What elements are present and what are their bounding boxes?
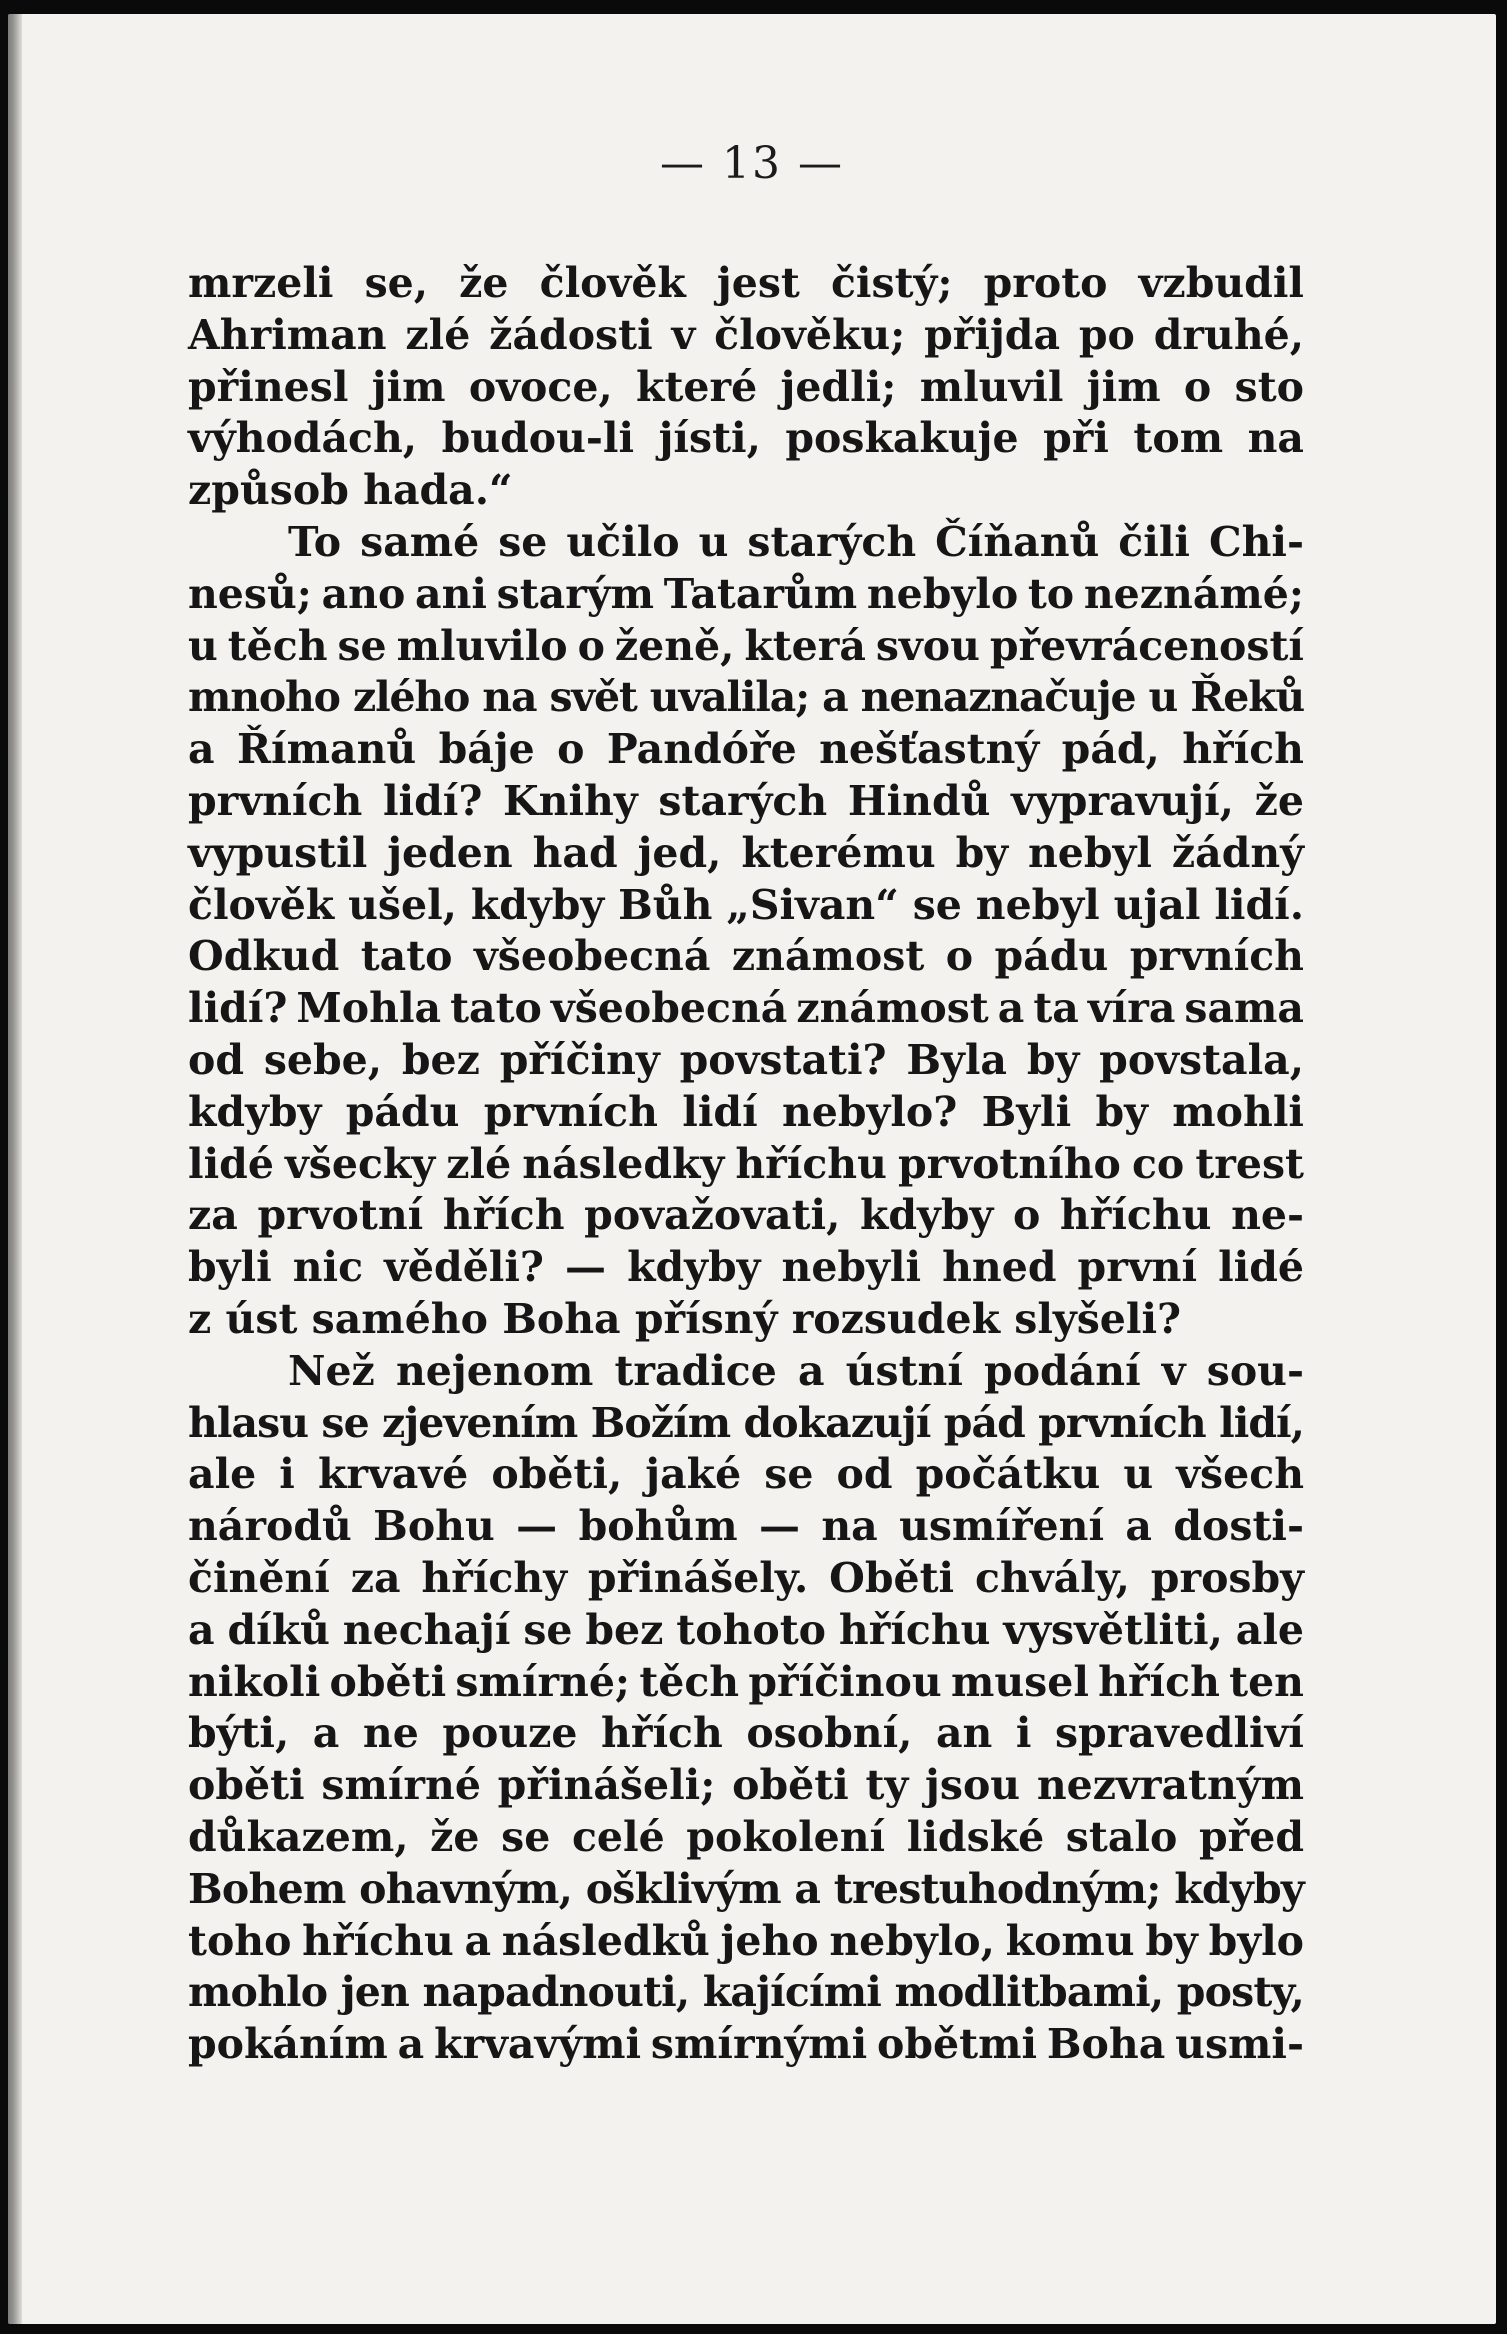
text-line: pokáním a krvavými smírnými obětmi Boha usmi- (188, 2020, 1304, 2069)
text-line: nesů; ano ani starým Tatarům nebylo to neznámé; (188, 569, 1304, 618)
text-line: z úst samého Boha přísný rozsudek slyšeli? (188, 1294, 1182, 1343)
text-line: ale i krvavé oběti, jaké se od počátku u všech (188, 1450, 1304, 1499)
text-line: lidí? Mohla tato všeobecná známost a ta víra sama (188, 984, 1304, 1033)
text-line: byli nic věděli? — kdyby nebyli hned první lidé (188, 1243, 1304, 1292)
text-line: Bohem ohavným, ošklivým a trestuhodným; kdyby (188, 1864, 1304, 1913)
page-number: — 13 — (660, 138, 844, 189)
text-line: výhodách, budou-li jísti, poskakuje při tom na (188, 414, 1304, 463)
text-line: hlasu se zjevením Božím dokazují pád prvních lidí, (188, 1398, 1304, 1447)
text-line: a Římanů báje o Pandóře nešťastný pád, hřích (188, 725, 1304, 774)
text-line: a díků nechají se bez tohoto hříchu vysvětliti, ale (188, 1605, 1304, 1654)
text-line: Odkud tato všeobecná známost o pádu prvních (188, 932, 1304, 981)
book-page (8, 14, 1496, 2324)
text-line: národů Bohu — bohům — na usmíření a dosti- (188, 1502, 1304, 1551)
text-line: důkazem, že se celé pokolení lidské stalo před (188, 1812, 1304, 1861)
text-line: oběti smírné přinášeli; oběti ty jsou nezvratným (188, 1761, 1304, 1810)
text-line: mrzeli se, že člověk jest čistý; proto vzbudil (188, 259, 1304, 307)
text-line: To samé se učilo u starých Číňanů čili Chi- (288, 517, 1304, 566)
text-line: Než nejenom tradice a ústní podání v sou- (288, 1346, 1304, 1395)
text-line: mohlo jen napadnouti, kajícími modlitbami, posty, (188, 1968, 1304, 2017)
text-line: lidé všecky zlé následky hříchu prvotního co trest (188, 1139, 1304, 1188)
text-line: kdyby pádu prvních lidí nebylo? Byli by mohli (188, 1087, 1304, 1136)
text-line: přinesl jim ovoce, které jedli; mluvil jim o sto (188, 362, 1304, 411)
text-line: od sebe, bez příčiny povstati? Byla by povstala, (188, 1035, 1304, 1084)
text-line: u těch se mluvilo o ženě, která svou převráceností (188, 621, 1304, 670)
text-line: činění za hříchy přinášely. Oběti chvály, prosby (188, 1553, 1304, 1602)
body-text (188, 258, 1304, 2071)
text-line: Ahriman zlé žádosti v člověku; přijda po druhé, (188, 310, 1304, 359)
text-line: toho hříchu a následků jeho nebylo, komu by bylo (188, 1916, 1304, 1965)
text-line: člověk ušel, kdyby Bůh „Sivan“ se nebyl ujal lidí. (188, 880, 1304, 929)
text-line: způsob hada.“ (188, 466, 513, 515)
text-line: mnoho zlého na svět uvalila; a nenaznačuje u Řeků (188, 673, 1304, 722)
page-binding-edge (8, 14, 22, 2324)
text-line: za prvotní hřích považovati, kdyby o hříchu ne- (188, 1191, 1304, 1240)
text-line: nikoli oběti smírné; těch příčinou musel hřích ten (188, 1657, 1304, 1706)
text-line: býti, a ne pouze hřích osobní, an i spravedliví (188, 1709, 1304, 1758)
text-line: prvních lidí? Knihy starých Hindů vypravují, že (188, 776, 1304, 825)
text-line: vypustil jeden had jed, kterému by nebyl žádný (188, 828, 1304, 877)
